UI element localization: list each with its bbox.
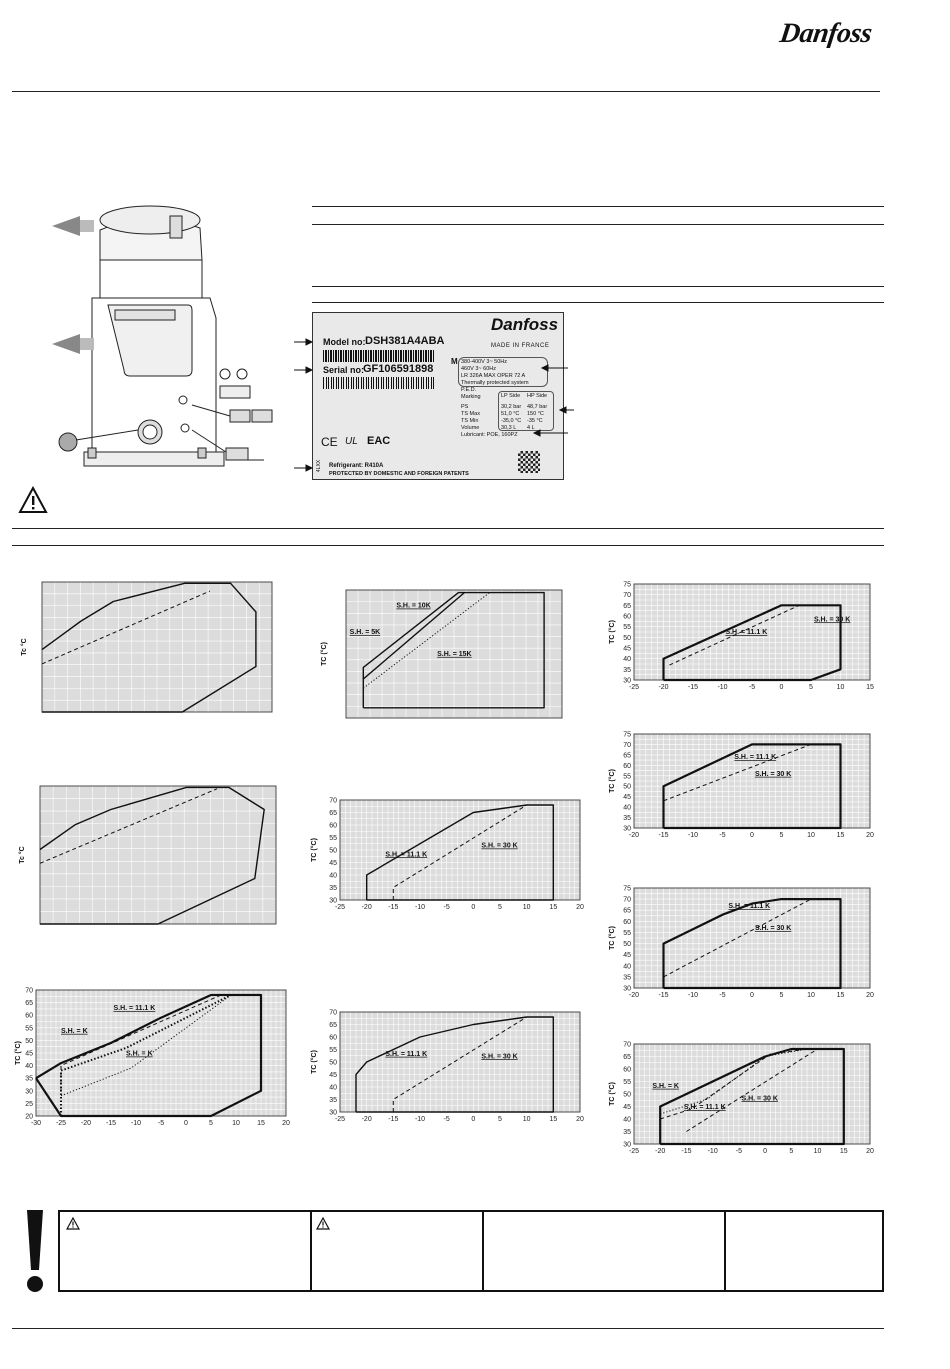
y-tick-label: 30 — [25, 1088, 33, 1096]
x-tick-label: 10 — [807, 992, 815, 999]
y-axis-label: Tc °C — [19, 846, 26, 864]
y-tick-label: 40 — [329, 1084, 337, 1092]
y-tick-label: 30 — [329, 897, 337, 905]
warning-icon — [316, 1217, 330, 1230]
lp-side-label: LP Side — [501, 393, 521, 399]
y-tick-label: 35 — [329, 1097, 337, 1104]
y-tick-label: 50 — [623, 783, 631, 791]
section-rule — [12, 545, 884, 546]
x-tick-label: -10 — [707, 1148, 718, 1155]
model-value: DSH381A4ABA — [365, 335, 445, 347]
y-tick-label: 30 — [623, 677, 631, 685]
section-rule — [12, 528, 884, 529]
y-tick-label: 40 — [623, 656, 631, 664]
model-label: Model no: — [323, 337, 366, 347]
x-tick-label: -25 — [334, 1116, 346, 1123]
y-axis-label: TC (°C) — [15, 1041, 22, 1065]
x-tick-label: 20 — [866, 1148, 874, 1155]
y-tick-label: 45 — [329, 860, 337, 867]
y-tick-label: 35 — [623, 815, 631, 823]
x-tick-label: 0 — [779, 684, 784, 691]
sh-annotation: S.H. = 5K — [349, 629, 381, 637]
y-tick-label: 45 — [623, 1104, 631, 1111]
y-tick-label: 75 — [623, 581, 631, 589]
ped-row-hp: 4 L — [527, 425, 535, 431]
nameplate-arrows — [290, 330, 590, 480]
warning-icon — [18, 486, 48, 514]
y-tick-label: 45 — [25, 1050, 33, 1058]
chart-i-svg — [610, 884, 880, 1000]
sh-annotation: S.H. = 15K — [437, 650, 472, 658]
warning-cell-divider — [482, 1212, 484, 1290]
eac-mark: EAC — [367, 435, 391, 447]
chart-g — [610, 580, 880, 692]
serial-value: GF106591898 — [363, 363, 434, 375]
vertical-code: 4LXX — [316, 459, 323, 473]
sh-annotation: S.H. = 30 K — [481, 1053, 518, 1061]
y-tick-label: 45 — [623, 645, 631, 653]
y-tick-label: 70 — [623, 1041, 631, 1049]
x-tick-label: -5 — [719, 832, 726, 839]
x-tick-label: 15 — [866, 684, 874, 691]
x-tick-label: 15 — [836, 992, 845, 999]
x-tick-label: 5 — [498, 904, 502, 911]
y-axis-label: TC (°C) — [321, 642, 328, 666]
sh-annotation: S.H. = K — [126, 1050, 153, 1058]
danfoss-logo: Danfoss — [777, 18, 874, 49]
x-tick-label: 5 — [498, 1116, 502, 1123]
exclamation-icon — [20, 1208, 50, 1294]
x-tick-label: 15 — [257, 1120, 265, 1127]
x-tick-label: 15 — [549, 1116, 558, 1123]
y-tick-label: 60 — [623, 1066, 631, 1074]
x-tick-label: -10 — [687, 832, 699, 839]
x-tick-label: -10 — [414, 1116, 426, 1123]
chart-d-svg — [318, 586, 566, 722]
voltage-line: 380-400V 3~ 50Hz — [461, 359, 508, 365]
y-tick-label: 60 — [623, 613, 631, 621]
y-tick-label: 75 — [623, 731, 631, 739]
x-tick-label: -5 — [735, 1148, 743, 1155]
y-tick-label: 25 — [25, 1100, 33, 1108]
x-tick-label: 10 — [232, 1120, 240, 1127]
hp-side-label: HP Side — [527, 393, 548, 399]
x-tick-label: -20 — [80, 1120, 92, 1127]
x-tick-label: 0 — [184, 1120, 188, 1127]
ped-row-hp: 48,7 bar — [527, 404, 548, 410]
sh-annotation: S.H. = K — [652, 1082, 680, 1090]
x-tick-label: -25 — [628, 684, 640, 691]
y-tick-label: 65 — [623, 752, 631, 760]
sh-annotation: S.H. = 11.1 K — [385, 851, 428, 859]
y-axis-label: TC (°C) — [609, 620, 616, 644]
y-axis-label: TC (°C) — [609, 769, 616, 793]
y-tick-label: 65 — [25, 1000, 33, 1008]
y-tick-label: 40 — [623, 963, 631, 971]
x-tick-label: -15 — [658, 992, 669, 999]
sh-annotation: S.H. = 11.1 K — [728, 903, 771, 910]
y-tick-label: 30 — [623, 1141, 631, 1149]
sh-annotation: S.H. = 11.1 K — [734, 754, 777, 762]
y-tick-label: 50 — [623, 1091, 631, 1099]
y-tick-label: 70 — [623, 896, 631, 904]
ped-row-label: TS Min — [461, 418, 479, 424]
ped-row-lp: 30,3 L — [501, 425, 517, 431]
y-tick-label: 70 — [25, 987, 33, 995]
x-tick-label: 0 — [763, 1148, 768, 1155]
y-tick-label: 55 — [623, 773, 631, 781]
x-tick-label: 0 — [750, 832, 754, 839]
x-tick-label: 15 — [836, 832, 845, 839]
x-tick-label: 10 — [807, 832, 815, 839]
y-tick-label: 65 — [623, 1054, 631, 1061]
x-tick-label: -5 — [748, 684, 756, 691]
x-tick-label: 10 — [836, 684, 845, 691]
x-tick-label: -5 — [443, 1116, 450, 1123]
chart-b — [20, 782, 282, 927]
ped-row-label: Volume — [461, 425, 480, 431]
chart-c — [14, 986, 294, 1134]
y-tick-label: 70 — [623, 741, 631, 749]
x-tick-label: 10 — [813, 1148, 822, 1155]
sh-annotation: S.H. = 11.1 K — [385, 1050, 428, 1058]
footer-rule — [12, 1328, 884, 1329]
chart-f — [310, 1008, 586, 1128]
sh-annotation: S.H. = 30 K — [481, 842, 518, 850]
chart-h-svg — [610, 730, 880, 842]
y-tick-label: 30 — [623, 985, 631, 993]
x-tick-label: 0 — [471, 1116, 476, 1123]
y-tick-label: 35 — [623, 666, 631, 674]
y-tick-label: 65 — [329, 810, 337, 817]
x-tick-label: -15 — [105, 1120, 117, 1127]
x-tick-label: -5 — [157, 1120, 165, 1127]
y-tick-label: 55 — [623, 624, 631, 632]
serial-label: Serial no: — [323, 365, 365, 375]
y-tick-label: 40 — [25, 1063, 33, 1071]
y-tick-label: 60 — [329, 822, 337, 830]
y-axis-label: TC (°C) — [609, 926, 616, 950]
x-tick-label: -15 — [388, 1116, 399, 1123]
x-tick-label: -10 — [687, 992, 699, 999]
y-tick-label: 50 — [623, 634, 631, 642]
voltage-line: 460V 3~ 60Hz — [461, 366, 497, 372]
y-tick-label: 60 — [623, 918, 631, 926]
x-tick-label: -20 — [628, 832, 640, 839]
y-tick-label: 70 — [329, 1009, 337, 1017]
x-tick-label: -20 — [361, 1116, 372, 1123]
sh-annotation: S.H. = 30 K — [813, 616, 851, 624]
sh-annotation: S.H. = 11.1 K — [683, 1104, 726, 1111]
x-tick-label: -15 — [681, 1148, 692, 1155]
patents-text: PROTECTED BY DOMESTIC AND FOREIGN PATENTS — [329, 471, 469, 477]
y-tick-label: 40 — [623, 1116, 631, 1124]
chart-j — [610, 1040, 880, 1156]
chart-i — [610, 884, 880, 1000]
x-tick-label: 20 — [282, 1120, 290, 1127]
voltage-line: LR 326A MAX OPER 72 A — [461, 373, 526, 379]
chart-h — [610, 730, 880, 842]
y-tick-label: 50 — [329, 1059, 337, 1067]
x-tick-label: -20 — [655, 1148, 666, 1155]
y-tick-label: 55 — [329, 1047, 337, 1054]
y-axis-label: Tc °C — [21, 638, 28, 656]
ped-row-hp: 150 °C — [527, 411, 544, 417]
y-tick-label: 70 — [329, 797, 337, 805]
x-tick-label: 5 — [809, 684, 813, 691]
y-tick-label: 50 — [623, 941, 631, 949]
compressor-illustration — [20, 190, 280, 480]
x-tick-label: 5 — [779, 832, 784, 839]
x-tick-label: 5 — [779, 992, 784, 999]
x-tick-label: -25 — [55, 1120, 67, 1127]
x-tick-label: -20 — [361, 904, 372, 911]
y-tick-label: 55 — [25, 1025, 33, 1033]
x-tick-label: 10 — [522, 904, 531, 911]
x-tick-label: -25 — [628, 1148, 640, 1155]
x-tick-label: -20 — [628, 992, 640, 999]
header-rule — [12, 91, 880, 92]
x-tick-label: -15 — [658, 832, 669, 839]
chart-e — [310, 796, 586, 916]
y-axis-label: TC (°C) — [609, 1082, 616, 1106]
y-tick-label: 35 — [623, 974, 631, 982]
x-tick-label: -15 — [388, 904, 399, 911]
y-tick-label: 55 — [623, 1079, 631, 1086]
x-tick-label: -30 — [30, 1120, 42, 1127]
chart-c-svg — [14, 986, 294, 1134]
warning-cell-divider — [724, 1212, 726, 1290]
warning-table — [58, 1210, 884, 1292]
chart-f-svg — [310, 1008, 586, 1128]
chart-b-svg — [20, 782, 282, 927]
sh-annotation: S.H. = 30 K — [754, 770, 792, 778]
ul-mark: UL — [345, 436, 358, 447]
chart-a — [20, 578, 280, 720]
y-tick-label: 55 — [623, 929, 631, 937]
x-tick-label: 20 — [866, 832, 874, 839]
x-tick-label: 5 — [789, 1148, 794, 1155]
y-tick-label: 55 — [329, 835, 337, 842]
y-tick-label: 35 — [329, 885, 337, 892]
y-tick-label: 65 — [623, 602, 631, 610]
chart-j-svg — [610, 1040, 880, 1156]
x-tick-label: -20 — [658, 684, 669, 691]
y-tick-label: 65 — [623, 907, 631, 915]
warning-cell-divider — [310, 1212, 312, 1290]
ped-row-lp: 30,2 bar — [501, 404, 522, 410]
y-tick-label: 30 — [623, 825, 631, 833]
m-mark: M — [451, 357, 458, 366]
x-tick-label: 15 — [549, 904, 558, 911]
ped-row-hp: -35 °C — [527, 418, 543, 424]
x-tick-label: 10 — [522, 1116, 531, 1123]
y-tick-label: 40 — [623, 804, 631, 812]
chart-d — [318, 586, 566, 722]
ped-row-lp: -35,0 °C — [501, 418, 522, 424]
y-axis-label: TC (°C) — [311, 838, 318, 862]
y-tick-label: 60 — [623, 762, 631, 770]
table-rule — [312, 224, 884, 225]
sh-annotation: S.H. = 11.1 K — [113, 1005, 156, 1013]
x-tick-label: -10 — [130, 1120, 142, 1127]
ce-mark: CE — [321, 435, 338, 449]
x-tick-label: 20 — [576, 904, 584, 911]
table-rule — [312, 286, 884, 287]
y-axis-label: TC (°C) — [311, 1050, 318, 1074]
y-tick-label: 60 — [25, 1012, 33, 1020]
y-tick-label: 75 — [623, 885, 631, 893]
sh-annotation: S.H. = 30 K — [741, 1095, 778, 1103]
protection-text: Thermally protected system — [461, 380, 529, 386]
nameplate-logo: Danfoss — [491, 315, 559, 334]
x-tick-label: 15 — [839, 1148, 848, 1155]
x-tick-label: 0 — [750, 992, 754, 999]
ped-row-label: PS — [461, 404, 469, 410]
x-tick-label: -5 — [443, 904, 450, 911]
chart-a-svg — [20, 578, 280, 720]
sh-annotation: S.H. = 30 K — [754, 925, 792, 933]
sh-annotation: S.H. = 10K — [396, 602, 431, 610]
marking-label: Marking — [461, 394, 481, 400]
x-tick-label: -15 — [687, 684, 699, 691]
ped-text: P.E.D. — [461, 387, 477, 393]
chart-g-svg — [610, 580, 880, 692]
y-tick-label: 60 — [329, 1034, 337, 1042]
y-tick-label: 65 — [329, 1022, 337, 1029]
x-tick-label: 20 — [576, 1116, 584, 1123]
x-tick-label: 0 — [471, 904, 476, 911]
x-tick-label: -10 — [414, 904, 426, 911]
made-in: MADE IN FRANCE — [491, 343, 550, 349]
y-tick-label: 35 — [623, 1129, 631, 1136]
x-tick-label: 20 — [866, 992, 874, 999]
sh-annotation: S.H. = K — [61, 1027, 88, 1035]
y-tick-label: 20 — [25, 1113, 33, 1121]
y-tick-label: 50 — [329, 847, 337, 855]
sh-annotation: S.H. = 11.1 K — [725, 629, 768, 637]
x-tick-label: -10 — [717, 684, 728, 691]
y-tick-label: 30 — [329, 1109, 337, 1117]
y-tick-label: 35 — [25, 1075, 33, 1083]
y-tick-label: 45 — [623, 794, 631, 802]
y-tick-label: 50 — [25, 1037, 33, 1045]
ped-row-label: TS Max — [461, 411, 480, 417]
y-tick-label: 70 — [623, 592, 631, 600]
y-tick-label: 40 — [329, 872, 337, 880]
warning-icon — [66, 1217, 80, 1230]
refrigerant-text: Refrigerant: R410A — [329, 463, 384, 469]
x-tick-label: -5 — [719, 992, 726, 999]
x-tick-label: 5 — [209, 1120, 213, 1127]
lubricant-text: Lubricant: POE, 160PZ — [461, 432, 518, 438]
table-rule — [312, 302, 884, 303]
chart-e-svg — [310, 796, 586, 916]
ped-row-lp: 51,0 °C — [501, 411, 520, 417]
x-tick-label: -25 — [334, 904, 346, 911]
table-rule — [312, 206, 884, 207]
y-tick-label: 45 — [623, 952, 631, 960]
y-tick-label: 45 — [329, 1072, 337, 1079]
